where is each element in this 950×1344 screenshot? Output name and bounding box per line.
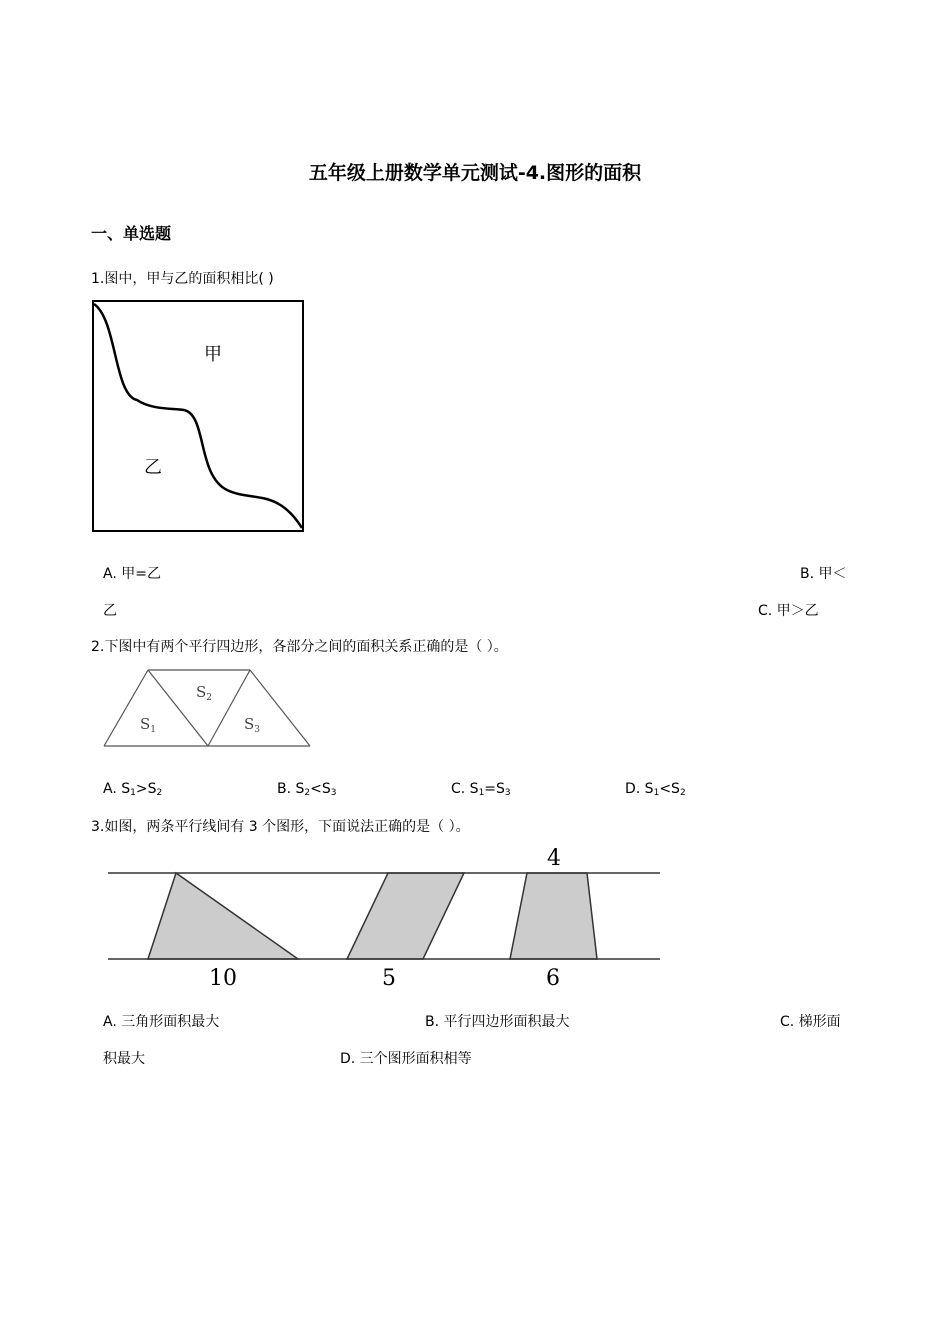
q3-label-trapezoid-base: 6: [546, 966, 560, 991]
q1-label-jia: 甲: [204, 344, 222, 365]
q1-option-b[interactable]: B. 甲＜: [800, 566, 847, 582]
q2-left-side: [104, 670, 148, 746]
q3-option-c[interactable]: C. 梯形面: [780, 1014, 841, 1030]
question-2-text: 2.下图中有两个平行四边形，各部分之间的面积关系正确的是（ ）。: [91, 639, 508, 655]
q2-option-d[interactable]: D. $S_1<S_2$: [625, 781, 686, 798]
q2-figure: [104, 668, 314, 750]
q3-option-a[interactable]: A. 三角形面积最大: [103, 1014, 220, 1030]
q2-diagonal-2: [208, 670, 250, 746]
q3-triangle: [148, 873, 298, 959]
question-3-text: 3.如图，两条平行线间有 3 个图形，下面说法正确的是（ ）。: [91, 819, 470, 835]
section-heading: 一、单选题: [91, 224, 172, 243]
q3-figure: [106, 845, 662, 995]
q2-option-b[interactable]: B. $S_2<S_3$: [277, 781, 337, 798]
question-1-text: 1.图中，甲与乙的面积相比( ): [91, 271, 274, 287]
q1-square: [93, 301, 303, 531]
q3-option-c-continued: 积最大: [103, 1051, 145, 1067]
q1-label-yi: 乙: [144, 457, 162, 478]
q1-figure: [92, 300, 304, 532]
q3-label-top: 4: [547, 846, 561, 871]
q1-option-a[interactable]: A. 甲=乙: [103, 566, 161, 582]
q3-label-parallelogram-base: 5: [382, 966, 396, 991]
q2-option-c[interactable]: C. $S_1=S_3$: [451, 781, 511, 798]
q2-diagonal-1: [148, 670, 208, 746]
q3-parallelogram: [347, 873, 464, 959]
q1-curve: [94, 304, 302, 528]
q3-option-d[interactable]: D. 三个图形面积相等: [340, 1051, 472, 1067]
q1-option-b-continued: 乙: [103, 603, 117, 619]
q1-option-c[interactable]: C. 甲＞乙: [758, 603, 819, 619]
q2-label-s1: $S_1$: [140, 715, 157, 735]
page-title: 五年级上册数学单元测试-4.图形的面积: [308, 162, 642, 184]
q2-label-s2: $S_2$: [196, 683, 213, 703]
q3-option-b[interactable]: B. 平行四边形面积最大: [425, 1014, 570, 1030]
q2-label-s3: $S_3$: [244, 715, 261, 735]
q2-option-a[interactable]: A. $S_1>S_2$: [103, 781, 163, 798]
q3-label-triangle-base: 10: [209, 966, 237, 991]
q3-trapezoid: [510, 873, 597, 959]
